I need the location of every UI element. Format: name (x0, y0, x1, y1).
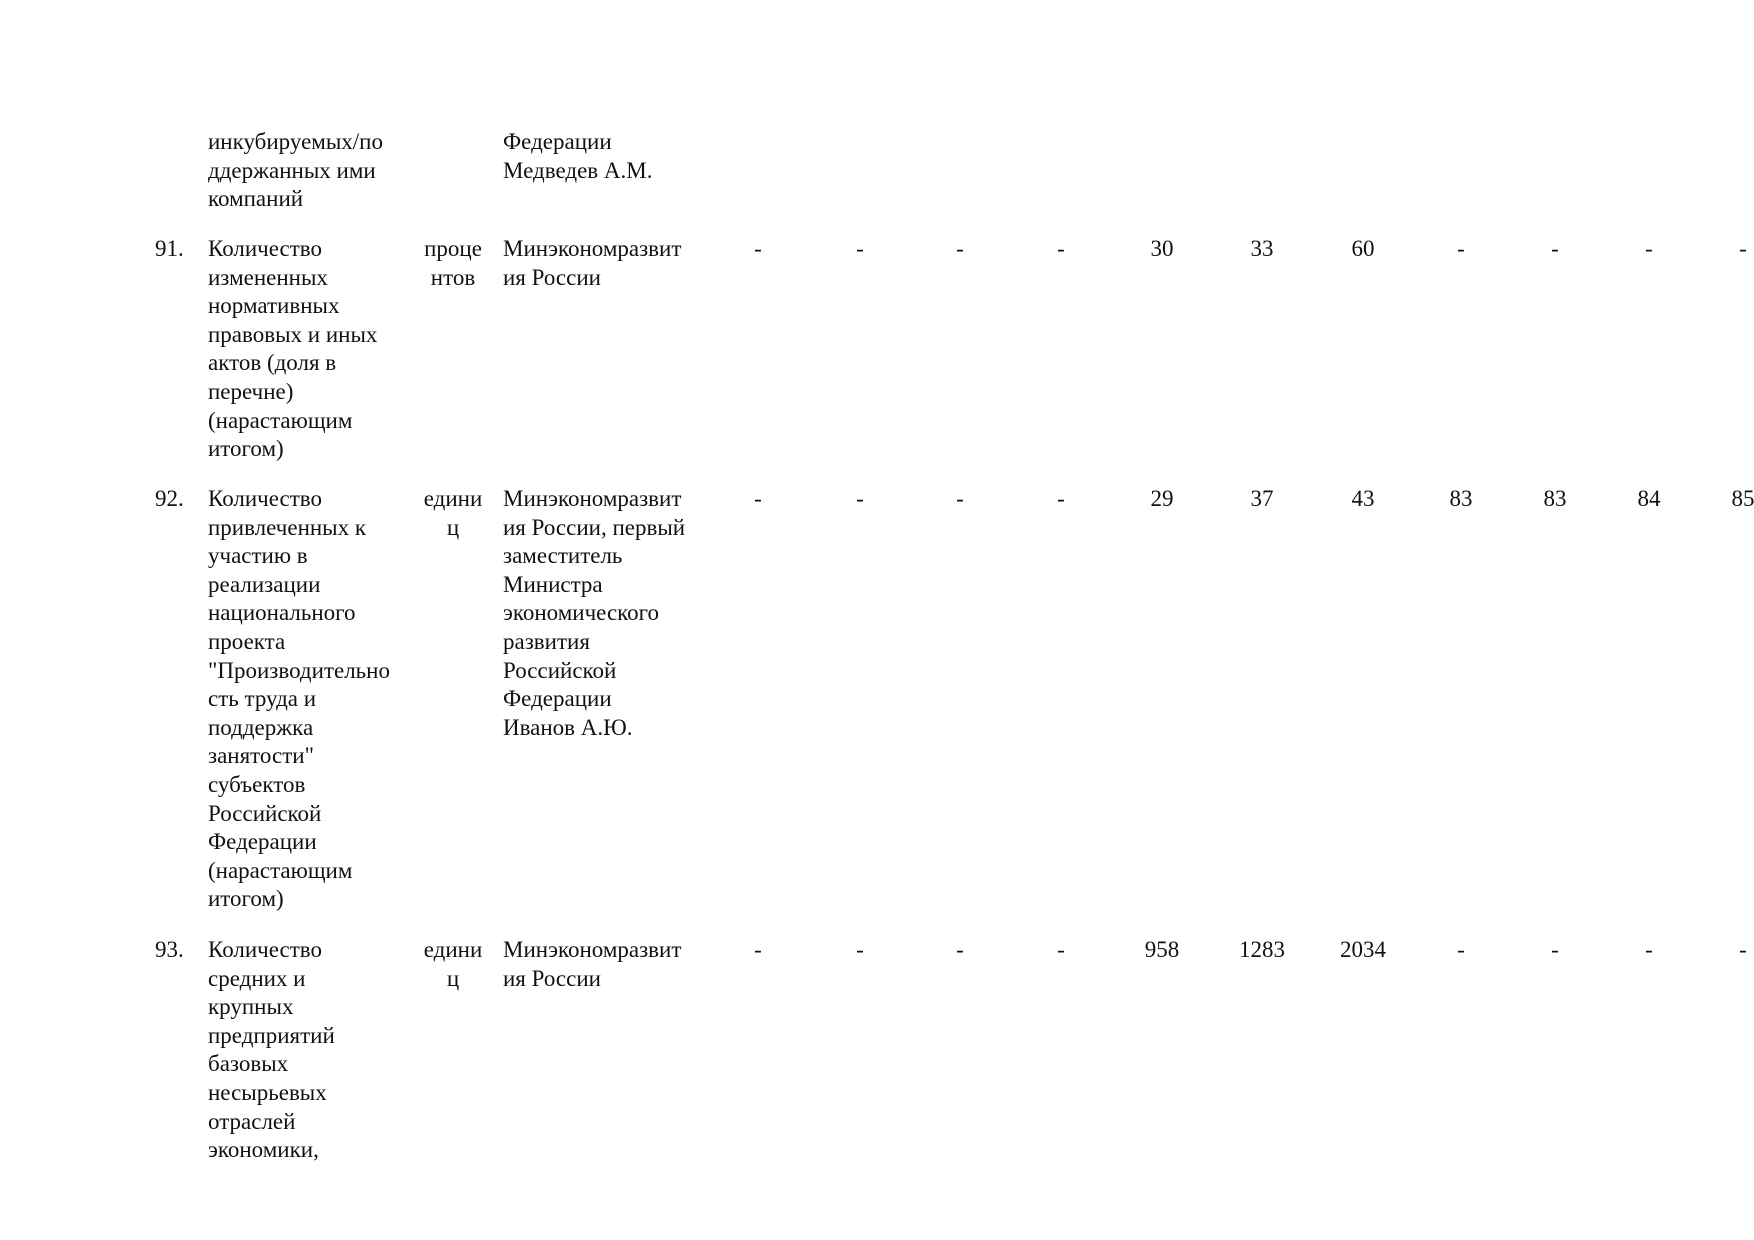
value-cell: - (1551, 236, 1559, 261)
indicator-name: Количество средних и крупных предприятий базовых несырьевых отраслей экономики, (208, 937, 335, 1163)
unit: едини ц (423, 486, 483, 540)
value-cell: 37 (1250, 486, 1274, 511)
value-cell: 1283 (1239, 937, 1285, 962)
value-cell: 60 (1351, 236, 1375, 261)
responsible: Федерации Медведев А.М. (503, 129, 653, 183)
value-cell: - (1457, 236, 1465, 261)
indicator-name: Количество измененных нормативных правовых и иных актов (доля в перечне) (нарастающим итогом) (208, 236, 378, 462)
responsible: Минэкономразвит ия России, первый заместитель Министра экономического развития Российской Федерации Иванов А.Ю. (503, 486, 686, 740)
indicator-name: Количество привлеченных к участию в реализации национального проекта "Производительно сть труда и поддержка занятости" субъектов Российской Федерации (нарастающим итогом) (208, 486, 390, 912)
indicator-name: инкубируемых/по ддержанных ими компаний (208, 129, 383, 212)
value-cell: - (1645, 236, 1653, 261)
value-cell: - (1457, 937, 1465, 962)
value-cell: - (1739, 236, 1747, 261)
value-cell: - (856, 236, 864, 261)
value-cell: - (1551, 937, 1559, 962)
row-number: 92. (155, 486, 184, 511)
responsible: Минэкономразвит ия России (503, 937, 682, 991)
row-number: 93. (155, 937, 184, 962)
value-cell: - (754, 486, 762, 511)
value-cell: - (956, 236, 964, 261)
value-cell: 33 (1250, 236, 1274, 261)
value-cell: - (956, 937, 964, 962)
value-cell: - (1645, 937, 1653, 962)
unit: проце нтов (424, 236, 482, 290)
value-cell: 83 (1543, 486, 1567, 511)
value-cell: - (856, 937, 864, 962)
value-cell: 43 (1351, 486, 1375, 511)
value-cell: 2034 (1340, 937, 1386, 962)
value-cell: - (1057, 236, 1065, 261)
value-cell: - (956, 486, 964, 511)
value-cell: 29 (1150, 486, 1174, 511)
value-cell: 30 (1150, 236, 1174, 261)
value-cell: - (1057, 937, 1065, 962)
value-cell: 958 (1144, 937, 1180, 962)
value-cell: - (1057, 486, 1065, 511)
unit: едини ц (423, 937, 483, 991)
value-cell: 83 (1449, 486, 1473, 511)
responsible: Минэкономразвит ия России (503, 236, 682, 290)
value-cell: - (1739, 937, 1747, 962)
value-cell: - (754, 937, 762, 962)
value-cell: - (856, 486, 864, 511)
value-cell: 84 (1637, 486, 1661, 511)
value-cell: - (754, 236, 762, 261)
value-cell: 85 (1731, 486, 1754, 511)
row-number: 91. (155, 236, 184, 261)
